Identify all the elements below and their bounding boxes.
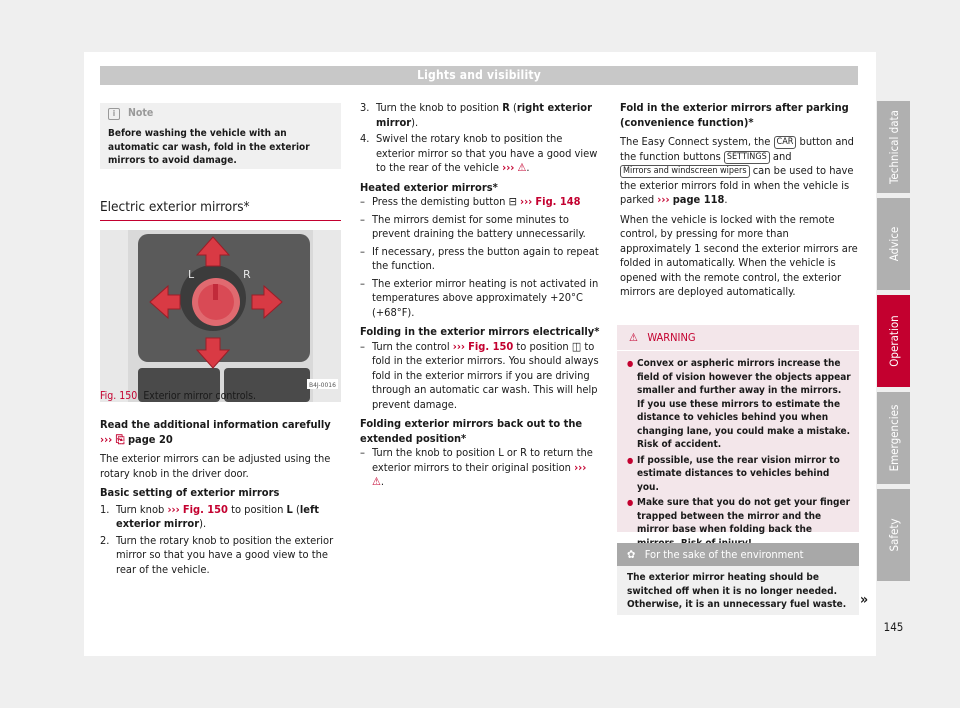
heated-item-3: – If necessary, press the button again to repeat the function. <box>360 245 600 274</box>
step-1: 1. Turn knob ››› Fig. 150 to position L (left exterior mirror). <box>100 502 319 530</box>
convenience-paragraph-1: The Easy Connect system, the CAR button and the function buttons SETTINGS and Mirrors and windscreen wipers can be used to have the exterior mirrors fold in when the vehicle is parked ››› page 118. <box>620 135 854 206</box>
convenience-text-c: and <box>772 149 792 163</box>
tab-technical-data[interactable] <box>877 101 910 193</box>
car-button[interactable]: CAR <box>774 136 797 149</box>
column-3 <box>620 101 860 300</box>
heated-item-1 <box>360 195 600 210</box>
warning-triangle-icon: ⚠ <box>517 161 527 174</box>
tab-emergencies[interactable] <box>877 392 910 484</box>
mirrors-and-wipers-button[interactable]: Mirrors and windscreen wipers <box>620 165 750 178</box>
step-2-number: 2. <box>100 533 110 547</box>
ref-arrow: ››› <box>520 195 533 208</box>
book-icon: ⎘ <box>115 432 125 446</box>
note-box <box>100 103 341 169</box>
read-more-page-link[interactable]: page 20 <box>127 432 173 446</box>
step-3: 3. Turn the knob to position R (right exterior mirror). <box>360 101 592 129</box>
note-text: Before washing the vehicle with an automatic car wash, fold in the exterior mirrors to avoid damage. <box>108 128 310 166</box>
warning-item: ● Make sure that you do not get your finger trapped between the mirror and the mirror base when folding back the <box>627 496 851 550</box>
page-header: Lights and visibility <box>100 66 858 85</box>
environment-box <box>617 543 859 615</box>
section-divider <box>100 220 341 221</box>
folding-in-heading: Folding in the exterior mirrors electrically* <box>360 325 600 338</box>
folding-in-item <box>360 340 600 413</box>
heated-item-2: – The mirrors demist for some minutes to prevent draining the battery unnecessarily. <box>360 213 600 242</box>
note-heading <box>108 107 153 120</box>
tab-advice[interactable] <box>877 198 910 290</box>
environment-label: For the sake of the environment <box>644 548 804 561</box>
warning-box <box>617 325 859 535</box>
folding-back-heading: Folding exterior mirrors back out to the extended position* <box>360 417 583 445</box>
warning-body <box>617 351 859 550</box>
warning-triangle-icon: ⚠ <box>372 475 381 488</box>
read-more-text: Read the additional information carefully <box>100 418 331 431</box>
figure-caption-text: Exterior mirror controls. <box>143 390 257 402</box>
continue-mark: » <box>860 592 869 608</box>
read-more-line <box>100 418 344 447</box>
tab-label: Operation <box>886 315 901 367</box>
section-title: Electric exterior mirrors* <box>100 199 250 215</box>
folding-in-figure-link[interactable]: Fig. 150 <box>468 339 514 353</box>
step-3-position: R <box>502 101 510 114</box>
convenience-text-a: The Easy Connect system, the <box>620 135 771 148</box>
figure-number: Fig. 150 <box>100 390 138 402</box>
step-2 <box>100 534 344 578</box>
tab-safety[interactable] <box>877 489 910 581</box>
step-3-text: Turn the knob to position <box>376 101 500 114</box>
tab-label: Advice <box>886 226 901 262</box>
column-2 <box>360 101 600 490</box>
ref-arrow: ››› <box>574 460 587 474</box>
warning-triangle-icon: ⚠ <box>629 331 638 344</box>
heated-item-1-text: Press the demisting button <box>372 195 506 208</box>
info-icon: i <box>108 108 120 120</box>
convenience-heading: Fold in the exterior mirrors after parking (convenience function)* <box>620 101 849 129</box>
step-1-text-a: Turn knob <box>116 502 165 516</box>
step-4: 4. Swivel the rotary knob to position the exterior mirror so that you have a good view to the rear of the vehicle ››› ⚠. <box>360 132 598 174</box>
environment-heading <box>617 543 859 566</box>
step-1-position: L <box>286 502 293 516</box>
figure-caption <box>100 390 341 402</box>
ref-arrow: ››› <box>452 339 465 353</box>
step-4-number: 4. <box>360 132 370 145</box>
convenience-page-link[interactable]: page 118 <box>672 193 725 206</box>
warning-heading <box>617 325 859 351</box>
step-1-mirror-name: left exterior mirror <box>116 502 319 530</box>
warning-item: ● Convex or aspheric mirrors increase the field of vision however the objects appear smaller and further away in the mirrors. If you use these mirrors to estimate the distance to vehicles behind you when changing lane, you could make a mistake. Risk of accident. <box>627 357 851 452</box>
mirror-control-illustration <box>100 230 341 402</box>
environment-text: The exterior mirror heating should be switched off when it is no longer needed. Otherwise, it is an unnecessary fuel waste. <box>627 572 847 610</box>
mirror-control-figure <box>100 230 341 402</box>
demist-button-icon: ⊟ <box>508 195 517 208</box>
folding-back-text: Turn the knob to position L or R to return the exterior mirrors to their original position <box>372 446 593 474</box>
environment-leaf-icon: ✿ <box>627 548 636 561</box>
note-label: Note <box>128 107 154 119</box>
folding-in-text-b: to position <box>516 339 569 353</box>
ref-arrow: ››› <box>657 193 670 206</box>
step-4-text: Swivel the rotary knob to position the exterior mirror so that you have a good view to the rear of the vehicle <box>376 132 598 174</box>
heated-item-4: – The exterior mirror heating is not activated in temperatures above approximately +20°C (+68°F). <box>360 277 600 321</box>
step-3-mirror-name: right exterior mirror <box>376 101 592 129</box>
ref-arrow: ››› <box>167 502 180 516</box>
intro-paragraph: The exterior mirrors can be adjusted using the rotary knob in the driver door. <box>100 452 331 480</box>
tab-operation[interactable] <box>877 295 910 387</box>
knob-label-right: R <box>243 268 251 281</box>
heated-mirrors-heading: Heated exterior mirrors* <box>360 180 498 194</box>
read-more-arrow: ››› <box>100 432 113 446</box>
step-3-number: 3. <box>360 101 370 114</box>
basic-setting-heading: Basic setting of exterior mirrors <box>100 486 280 499</box>
ref-arrow: ››› <box>502 161 515 174</box>
figure-code: B4J-0016 <box>309 382 336 389</box>
column-1 <box>100 418 344 577</box>
warning-item: ● If possible, use the rear vision mirror to estimate distances to vehicles behind you. <box>627 454 851 495</box>
warning-label: WARNING <box>647 331 696 344</box>
tab-label: Emergencies <box>886 404 901 472</box>
mirror-fold-icon: ◫ <box>571 339 582 353</box>
tab-label: Technical data <box>886 110 901 184</box>
step-1-number: 1. <box>100 502 110 516</box>
knob-label-left: L <box>188 268 195 281</box>
convenience-text-d: can be used to have the exterior mirrors fold in when the vehicle is parked <box>620 164 854 206</box>
folding-back-item: – Turn the knob to position L or R to return the exterior mirrors to their original position ››› ⚠. <box>360 446 600 490</box>
step-2-text: Turn the rotary knob to position the exterior mirror so that you have a good view to the rear of the vehicle. <box>116 533 334 576</box>
heated-figure-link[interactable]: Fig. 148 <box>535 195 581 208</box>
settings-button[interactable]: SETTINGS <box>724 151 770 164</box>
folding-in-text-c: to fold in the exterior mirrors. You should always fold in the exterior mirrors if you are driving through an automatic car wash. This will help prevent damage. <box>372 339 599 411</box>
step-1-figure-link[interactable]: Fig. 150 <box>182 502 228 516</box>
page-number: 145 <box>883 620 904 634</box>
folding-in-text-a: Turn the control <box>372 339 450 353</box>
convenience-text-b: button and the function buttons <box>620 135 854 163</box>
tab-label: Safety <box>886 518 901 552</box>
convenience-paragraph-2: When the vehicle is locked with the remote control, by pressing for more than approximately 1 second the exterior mirrors are folded in automatically. When the vehicle is opened with the remote control, the exterior mirrors are deployed automatically. <box>620 212 858 298</box>
step-1-text-b: to position <box>231 502 284 516</box>
